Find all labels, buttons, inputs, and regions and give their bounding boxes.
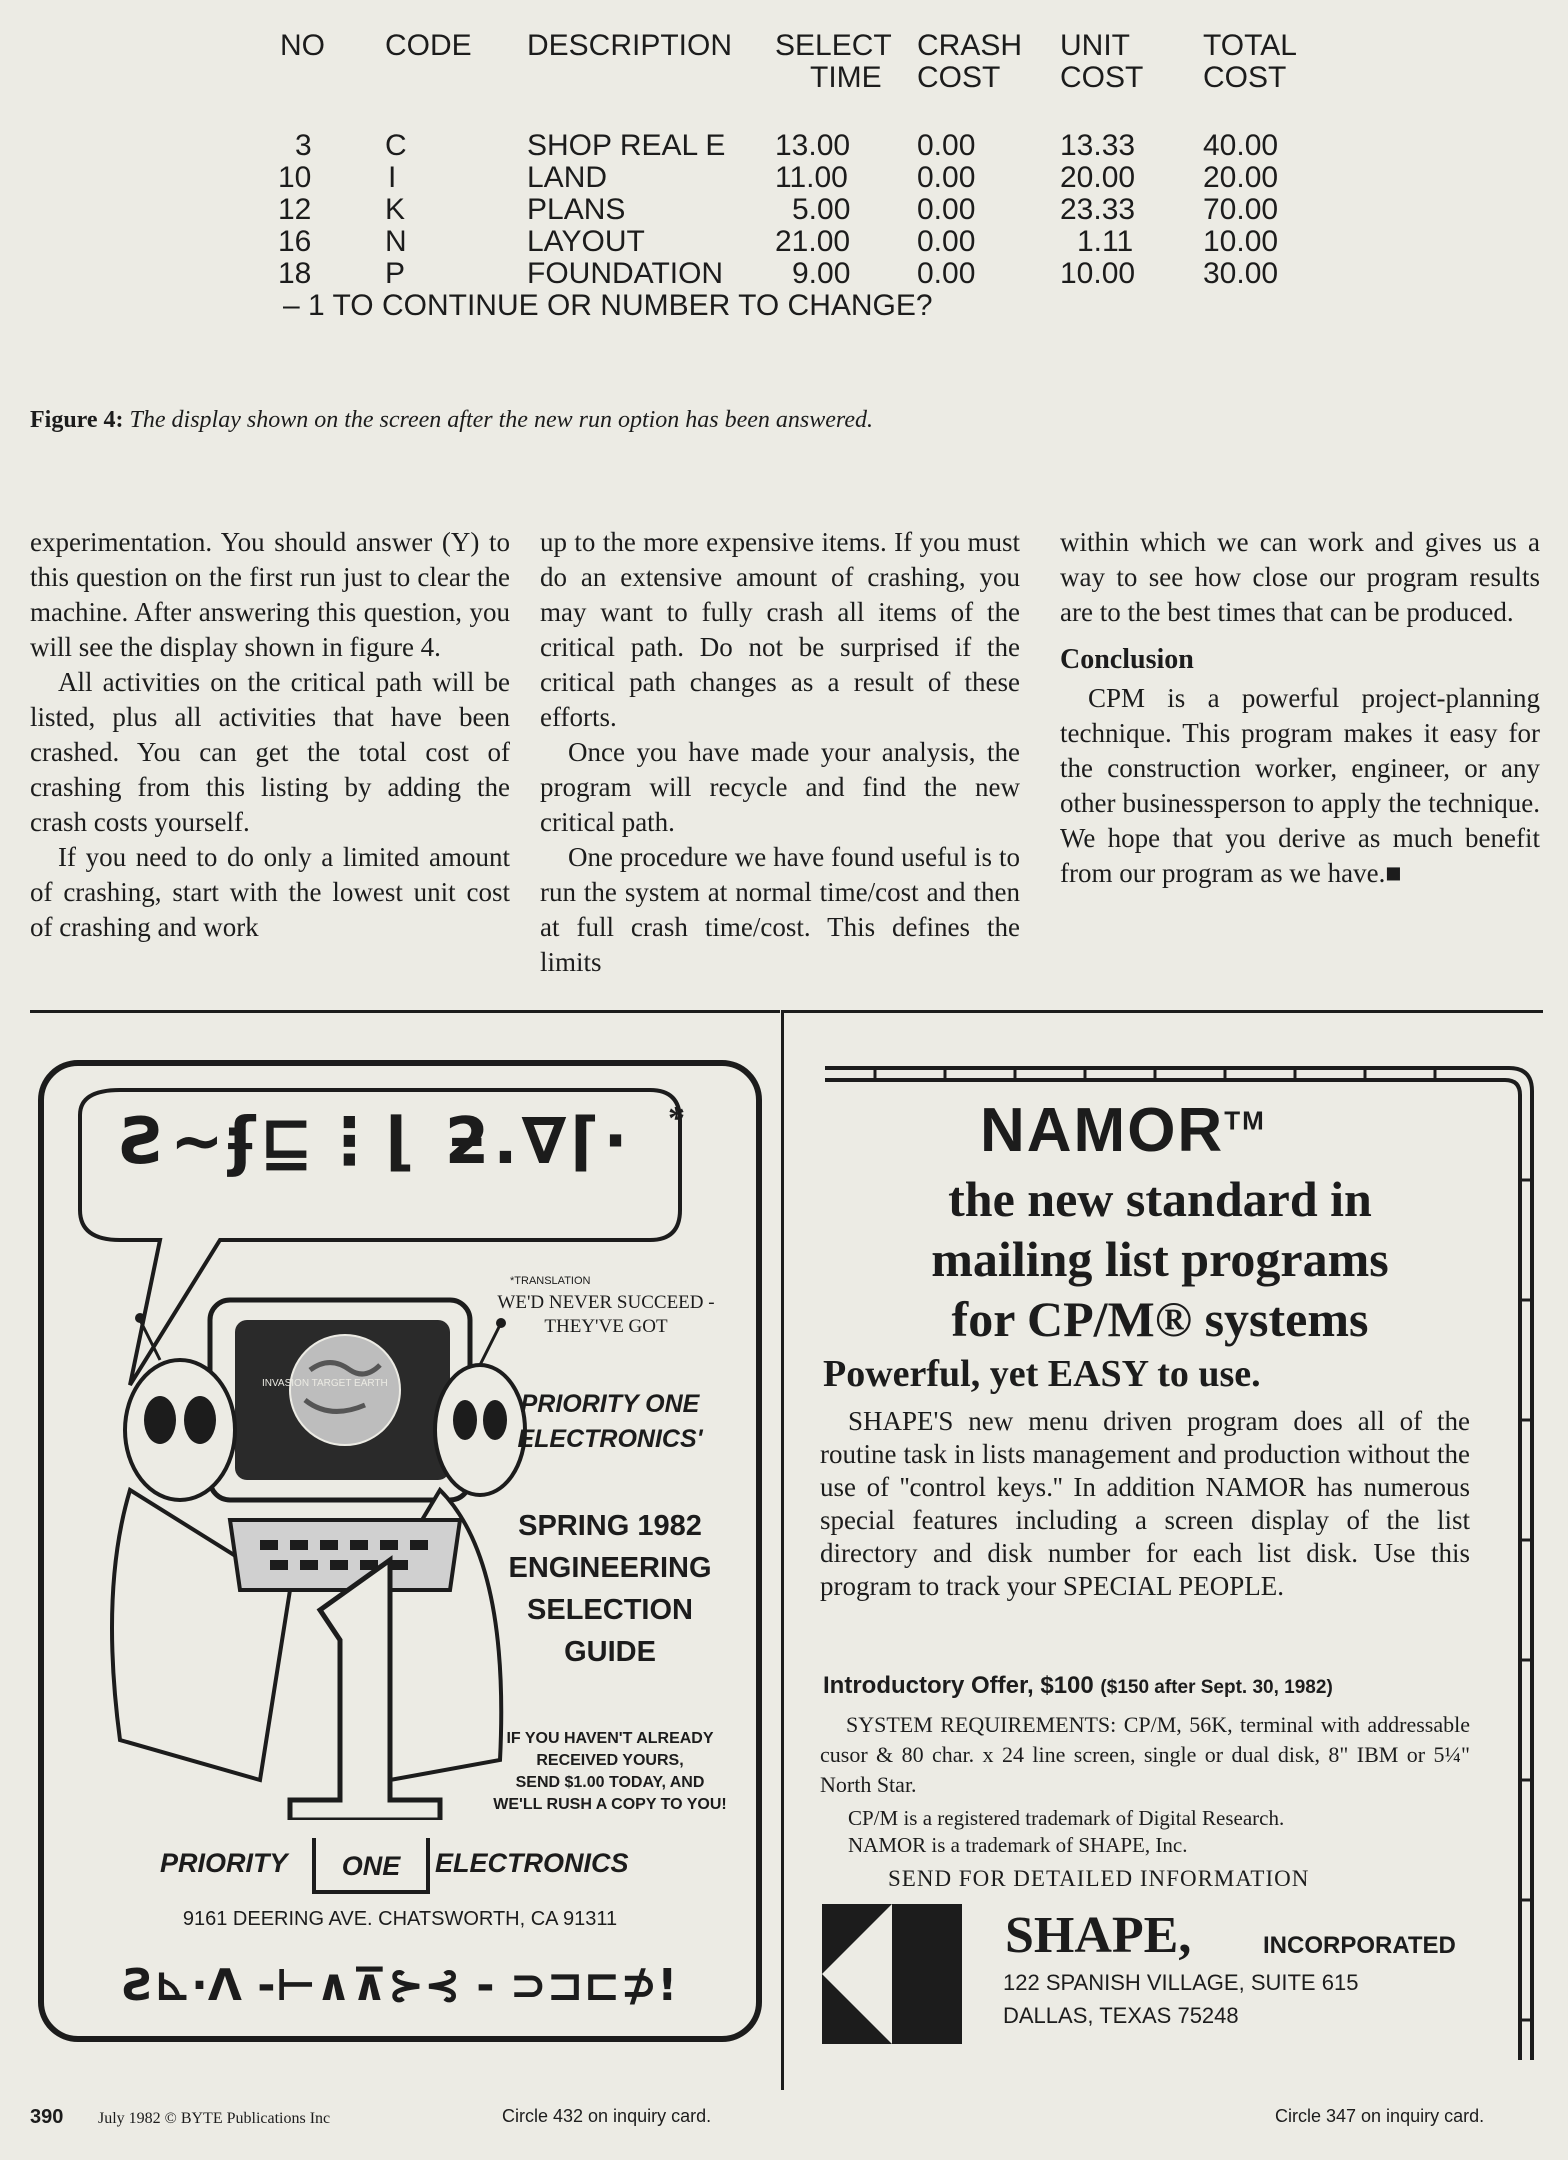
cell-total-cost: 40.00	[1203, 129, 1279, 162]
cell-crash-cost: 0.00	[917, 225, 976, 258]
cell-description: LAYOUT	[527, 225, 645, 258]
cell-code: N	[385, 225, 407, 258]
cell-no: 10	[278, 161, 312, 194]
alien-illustration	[60, 1260, 530, 1820]
cell-description: PLANS	[527, 193, 626, 226]
cell-select-time: 13.00	[775, 129, 851, 162]
header-code: CODE	[385, 29, 472, 62]
logo-priority: PRIORITY	[160, 1848, 288, 1878]
cell-crash-cost: 0.00	[917, 129, 976, 162]
page-number: 390	[30, 2106, 64, 2128]
trademark-note-1: CP/M is a registered trademark of Digital Research.	[848, 1806, 1285, 1830]
conclusion-heading: Conclusion	[1060, 644, 1194, 675]
header-description: DESCRIPTION	[527, 29, 733, 62]
offer-price: Introductory Offer, $100	[823, 1672, 1094, 1699]
continue-prompt: – 1 TO CONTINUE OR NUMBER TO CHANGE?	[283, 289, 933, 322]
priority-address: 9161 DEERING AVE. CHATSWORTH, CA 91311	[182, 1908, 618, 1930]
article-column-1	[30, 525, 510, 945]
cell-code: P	[385, 257, 406, 290]
screen-caption: INVASION TARGET EARTH	[262, 1378, 388, 1389]
shape-logo	[822, 1904, 962, 2044]
figure-caption-text: The display shown on the screen after the new run option has been answered.	[129, 407, 874, 433]
paragraph: One procedure we have found useful is to run the system at normal time/cost and then at full crash time/cost. This defines the limits	[540, 842, 1020, 977]
figure-caption	[30, 407, 873, 434]
logo-one: ONE	[312, 1838, 430, 1894]
cell-select-time: 21.00	[775, 225, 851, 258]
tagline-2: mailing list programs	[931, 1231, 1389, 1287]
paragraph: All activities on the critical path will be listed, plus all activities that have been crashed. You can get the total cost of crashing from this listing by adding the crash costs yourself.	[30, 667, 510, 837]
header-time: TIME	[810, 61, 882, 94]
cell-unit-cost: 20.00	[1060, 161, 1136, 194]
guide-line-1: SPRING 1982	[518, 1510, 702, 1542]
alien-script-footer: Ƨ⊾·Λ -⊢∧⊼⊱⊰ - ⊃⊐⊏⊅!	[122, 1960, 678, 2011]
cell-total-cost: 70.00	[1203, 193, 1279, 226]
paragraph: Once you have made your analysis, the program will recycle and find the new critical path.	[540, 737, 1020, 837]
send-info: SEND FOR DETAILED INFORMATION	[888, 1866, 1310, 1891]
offer-line-3: SEND $1.00 TODAY, AND	[515, 1774, 705, 1791]
guide-line-4: GUIDE	[564, 1636, 656, 1668]
tagline-3: for CP/M® systems	[951, 1291, 1369, 1347]
paragraph: within which we can work and gives us a way to see how close our program results are to the best times that can be produced.	[1060, 527, 1540, 627]
cell-crash-cost: 0.00	[917, 161, 976, 194]
shape-address-2: DALLAS, TEXAS 75248	[1003, 2003, 1239, 2028]
namor-title-text: NAMOR	[980, 1096, 1225, 1165]
cell-no: 16	[278, 225, 312, 258]
cell-unit-cost: 23.33	[1060, 193, 1136, 226]
cell-unit-cost: 13.33	[1060, 129, 1136, 162]
paragraph: up to the more expensive items. If you must do an extensive amount of crashing, you may want to fully crash all items of the critical path. Do not be surprised if the critical path changes as a result of these efforts.	[540, 527, 1020, 732]
header-crash-cost: COST	[917, 61, 1001, 94]
shape-incorporated: INCORPORATED	[1263, 1932, 1456, 1959]
translation-line-2: THEY'VE GOT	[544, 1316, 668, 1337]
guide-line-3: SELECTION	[527, 1594, 693, 1626]
translation-label: *TRANSLATION	[510, 1275, 591, 1287]
cell-no: 3	[295, 129, 312, 162]
paragraph: experimentation. You should answer (Y) to this question on the first run just to clear the machine. After answering this question, you will see the display shown in figure 4.	[30, 527, 510, 662]
cell-select-time: 11.00	[775, 161, 848, 194]
cell-description: LAND	[527, 161, 608, 194]
header-crash: CRASH	[917, 29, 1023, 62]
tagline-1: the new standard in	[948, 1171, 1372, 1227]
cell-no: 12	[278, 193, 312, 226]
cell-code: K	[385, 193, 406, 226]
header-unit-cost: COST	[1060, 61, 1144, 94]
namor-offer	[823, 1672, 1333, 1700]
offer-line-4: WE'LL RUSH A COPY TO YOU!	[493, 1796, 727, 1813]
system-requirements: SYSTEM REQUIREMENTS: CP/M, 56K, terminal with addressable cusor & 80 char. x 24 line screen, single or dual disk, 8" IBM or 5¼" North Star.	[820, 1712, 1470, 1797]
inquiry-right: Circle 347 on inquiry card.	[1275, 2106, 1485, 2126]
translation-line-1: WE'D NEVER SUCCEED -	[497, 1292, 715, 1313]
cell-unit-cost: 10.00	[1060, 257, 1136, 290]
cell-crash-cost: 0.00	[917, 257, 976, 290]
header-no: NO	[280, 29, 325, 62]
shape-address-1: 122 SPANISH VILLAGE, SUITE 615	[1003, 1970, 1359, 1995]
cell-total-cost: 30.00	[1203, 257, 1279, 290]
trademark-note-2: NAMOR is a trademark of SHAPE, Inc.	[848, 1833, 1188, 1857]
guide-line-2: ENGINEERING	[508, 1552, 712, 1584]
namor-subhead: Powerful, yet EASY to use.	[823, 1353, 1261, 1395]
article-column-2	[540, 525, 1020, 980]
headline-line-1: PRIORITY ONE	[520, 1390, 700, 1418]
header-total-cost: COST	[1203, 61, 1287, 94]
namor-body: SHAPE'S new menu driven program does all of the routine task in lists management and production without the use of ''control keys.'' In addition NAMOR has numerous special features including a screen display of the list directory and disk number for each list disk. Use this program to track your SPECIAL PEOPLE.	[820, 1406, 1470, 1601]
alien-script-heading: Ƨ~ʄ⊑⋮⌊ ƻ.∇⌈·	[120, 1105, 632, 1179]
figure-label: Figure 4:	[30, 407, 124, 433]
cell-total-cost: 20.00	[1203, 161, 1279, 194]
header-select: SELECT	[775, 29, 892, 62]
cell-no: 18	[278, 257, 312, 290]
issue-line: July 1982 © BYTE Publications Inc	[98, 2110, 331, 2127]
cell-description: FOUNDATION	[527, 257, 724, 290]
namor-title	[980, 1095, 1266, 1166]
offer-line-1: IF YOU HAVEN'T ALREADY	[506, 1730, 714, 1747]
header-total: TOTAL	[1203, 29, 1297, 62]
cell-description: SHOP REAL E	[527, 129, 726, 162]
cell-unit-cost: 1.11	[1077, 225, 1134, 258]
paragraph: CPM is a powerful project-planning technique. This program makes it easy for the construction worker, engineer, or any other businessperson to apply the technique. We hope that you derive as much benefit from our program as we have.■	[1060, 683, 1540, 888]
inquiry-left: Circle 432 on inquiry card.	[502, 2106, 712, 2126]
priority-one-logo	[160, 1838, 720, 1894]
headline-line-2: ELECTRONICS'	[517, 1425, 703, 1453]
asterisk: *	[668, 1100, 685, 1137]
header-unit: UNIT	[1060, 29, 1130, 62]
cell-code: I	[388, 161, 397, 194]
cell-total-cost: 10.00	[1203, 225, 1279, 258]
cell-crash-cost: 0.00	[917, 193, 976, 226]
cell-select-time: 5.00	[792, 193, 851, 226]
offer-line-2: RECEIVED YOURS,	[536, 1752, 684, 1769]
shape-company-name: SHAPE,	[1005, 1907, 1192, 1964]
trademark: TM	[1224, 1105, 1266, 1136]
paragraph: If you need to do only a limited amount of crashing, start with the lowest unit cost of crashing and work	[30, 842, 510, 942]
cell-code: C	[385, 129, 407, 162]
cell-select-time: 9.00	[792, 257, 851, 290]
offer-note: ($150 after Sept. 30, 1982)	[1100, 1677, 1333, 1698]
article-column-3	[1060, 525, 1540, 891]
logo-electronics: ELECTRONICS	[435, 1848, 629, 1878]
